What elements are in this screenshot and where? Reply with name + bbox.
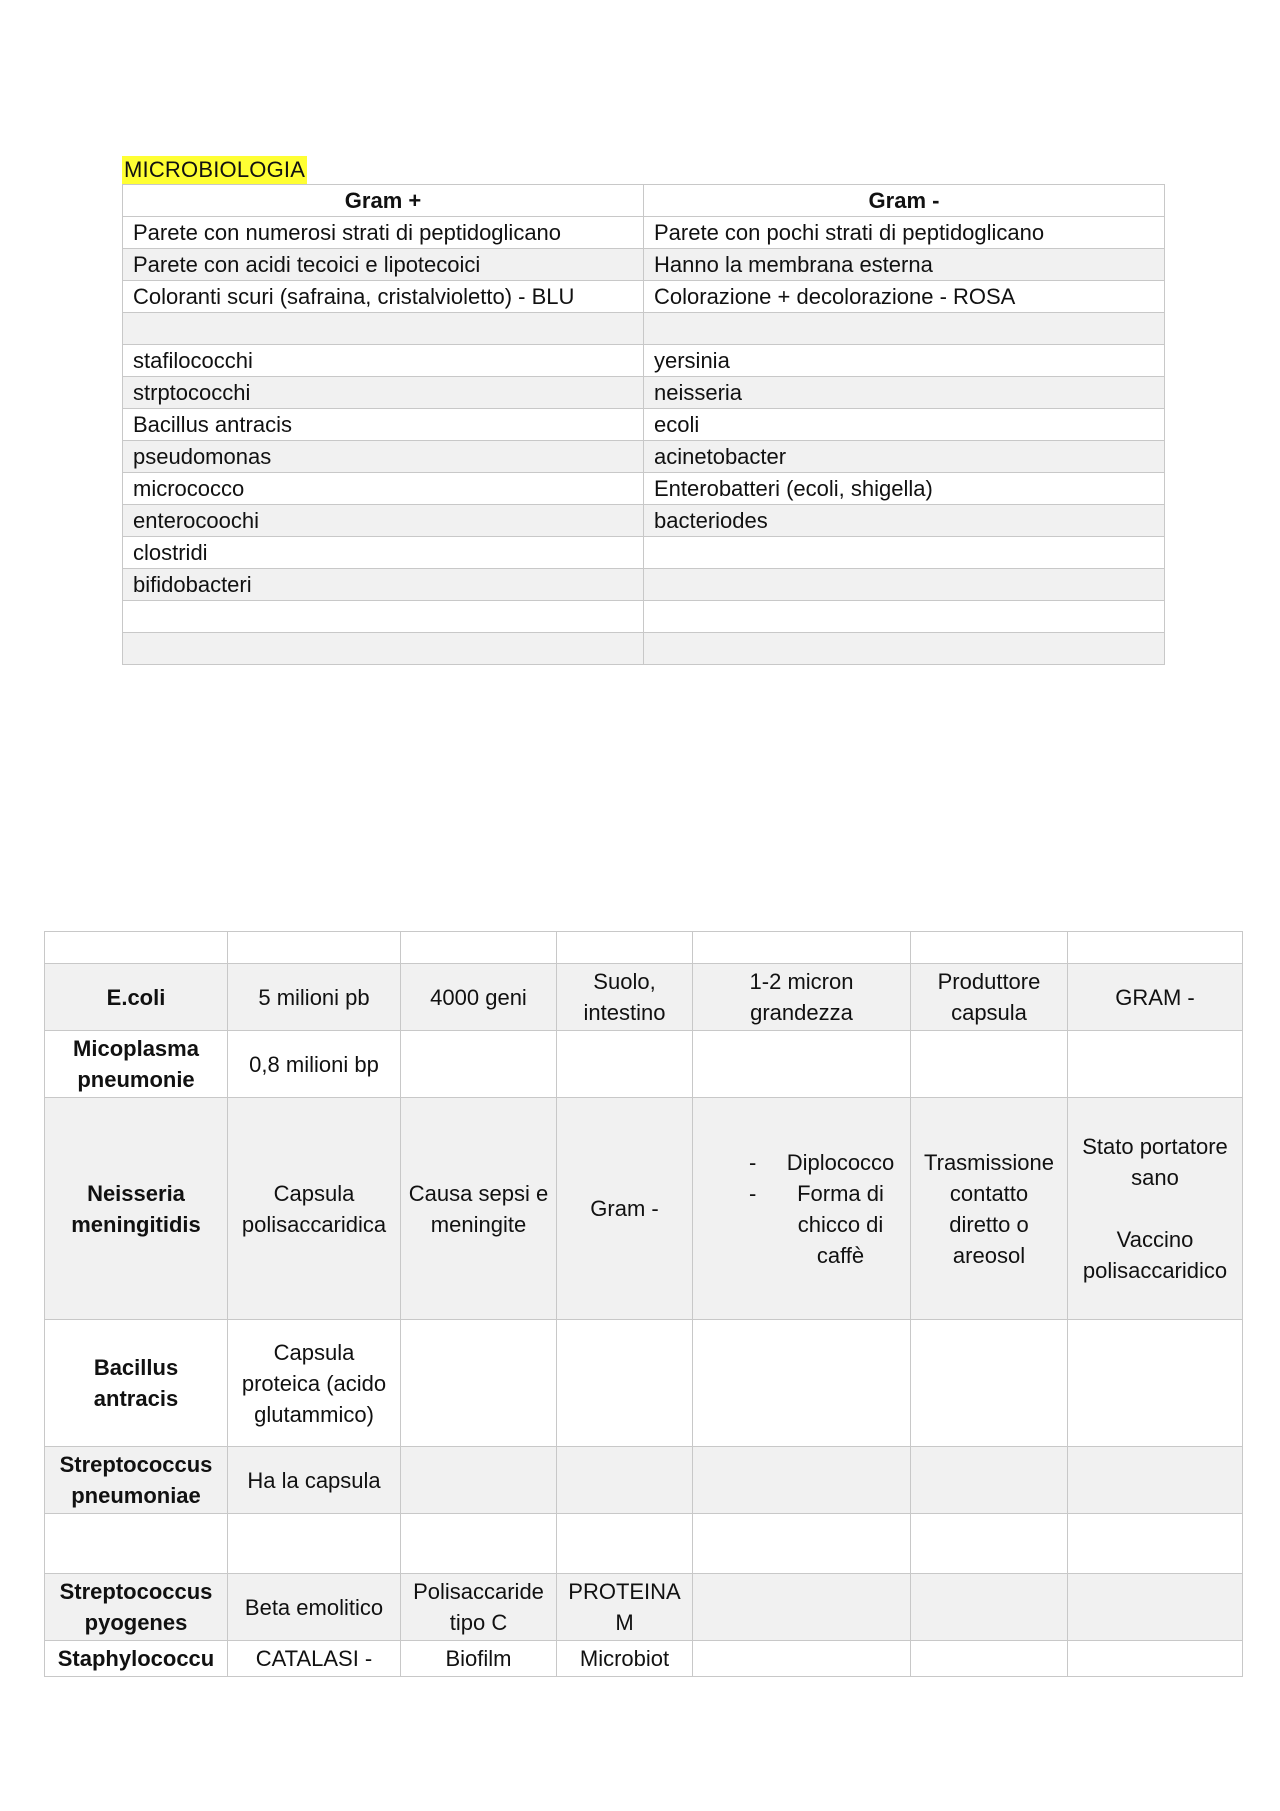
gene-count: 4000 geni xyxy=(401,964,557,1031)
table-cell xyxy=(45,1514,228,1574)
gram-positive-cell xyxy=(123,601,644,633)
bacterium-name: E.coli xyxy=(45,964,228,1031)
bacterium-name: Staphylococcu xyxy=(45,1641,228,1677)
gram-negative-cell xyxy=(644,601,1165,633)
table-row xyxy=(123,441,1165,473)
list-item-text: Diplococco xyxy=(786,1149,895,1175)
bacteria-table xyxy=(44,931,1243,1677)
table-row xyxy=(123,281,1165,313)
gram-negative-cell: Parete con pochi strati di peptidoglicano xyxy=(644,217,1165,249)
gram-negative-cell: bacteriodes xyxy=(644,505,1165,537)
table-cell xyxy=(693,1031,911,1098)
table-row xyxy=(123,249,1165,281)
table-cell xyxy=(557,1031,693,1098)
bacterium-name: Bacillus antracis xyxy=(45,1320,228,1447)
vaccine-text: Vaccino polisaccaridico xyxy=(1082,1227,1228,1283)
table-row xyxy=(123,601,1165,633)
genome-size: 5 milioni pb xyxy=(228,964,401,1031)
gram-positive-cell: Coloranti scuri (safraina, cristalvioletto) - BLU xyxy=(123,281,644,313)
table-row xyxy=(123,505,1165,537)
table-cell xyxy=(557,932,693,964)
size: 1-2 micron grandezza xyxy=(693,964,911,1031)
table-cell xyxy=(1068,1514,1243,1574)
table-cell xyxy=(557,1447,693,1514)
table-cell xyxy=(911,1641,1068,1677)
table-cell xyxy=(911,932,1068,964)
table-row xyxy=(123,217,1165,249)
gram-stain: Gram - xyxy=(557,1098,693,1320)
habitat: Suolo, intestino xyxy=(557,964,693,1031)
protein: PROTEINA M xyxy=(557,1574,693,1641)
capsule: Ha la capsula xyxy=(228,1447,401,1514)
capsule: Capsula polisaccaridica xyxy=(228,1098,401,1320)
list-item xyxy=(699,1178,904,1271)
gram-positive-cell: strptococchi xyxy=(123,377,644,409)
table-cell xyxy=(911,1447,1068,1514)
table-cell xyxy=(1068,1574,1243,1641)
table-row xyxy=(123,473,1165,505)
table-cell xyxy=(557,1514,693,1574)
gram-negative-cell: yersinia xyxy=(644,345,1165,377)
table-header-row xyxy=(123,185,1165,217)
table-cell xyxy=(911,1031,1068,1098)
gram-comparison-table xyxy=(122,184,1165,665)
table-row xyxy=(123,537,1165,569)
page-title: MICROBIOLOGIA xyxy=(124,157,306,182)
hemolysis: Beta emolitico xyxy=(228,1574,401,1641)
column-header-gram-negative: Gram - xyxy=(644,185,1165,217)
table-cell xyxy=(228,932,401,964)
gram-positive-cell: pseudomonas xyxy=(123,441,644,473)
gram-negative-cell: neisseria xyxy=(644,377,1165,409)
table-cell xyxy=(557,1320,693,1447)
table-cell xyxy=(693,1447,911,1514)
table-cell xyxy=(401,1320,557,1447)
table-row xyxy=(45,932,1243,964)
table-cell xyxy=(693,932,911,964)
polysaccharide: Polisaccaride tipo C xyxy=(401,1574,557,1641)
table-cell xyxy=(1068,1320,1243,1447)
gram-negative-cell xyxy=(644,633,1165,665)
table-cell xyxy=(693,1514,911,1574)
list-item xyxy=(699,1147,904,1178)
table-cell xyxy=(1068,1641,1243,1677)
table-cell xyxy=(693,1574,911,1641)
table-cell xyxy=(228,1514,401,1574)
table-row xyxy=(123,409,1165,441)
gram-negative-cell: Hanno la membrana esterna xyxy=(644,249,1165,281)
bacterium-name: Micoplasma pneumonie xyxy=(45,1031,228,1098)
table-row-bacillus xyxy=(45,1320,1243,1447)
table-row xyxy=(123,345,1165,377)
table-cell xyxy=(401,1514,557,1574)
genome-size: 0,8 milioni bp xyxy=(228,1031,401,1098)
gram-positive-cell: clostridi xyxy=(123,537,644,569)
table-row xyxy=(45,1514,1243,1574)
gram-positive-cell: micrococco xyxy=(123,473,644,505)
disease: Causa sepsi e meningite xyxy=(401,1098,557,1320)
table-row-staph xyxy=(45,1641,1243,1677)
table-row-ecoli xyxy=(45,964,1243,1031)
table-cell xyxy=(1068,1447,1243,1514)
table-cell xyxy=(45,932,228,964)
gram-positive-cell: bifidobacteri xyxy=(123,569,644,601)
table-row xyxy=(123,569,1165,601)
list-item-text: Forma di chicco di caffè xyxy=(797,1180,884,1268)
biofilm: Biofilm xyxy=(401,1641,557,1677)
gram-negative-cell: Enterobatteri (ecoli, shigella) xyxy=(644,473,1165,505)
table-cell xyxy=(401,1447,557,1514)
table-row-micoplasma xyxy=(45,1031,1243,1098)
table-cell xyxy=(911,1514,1068,1574)
list-bullet: - xyxy=(749,1149,757,1175)
bacterium-name: Streptococcus pneumoniae xyxy=(45,1447,228,1514)
table-row xyxy=(123,313,1165,345)
gram-positive-cell: Bacillus antracis xyxy=(123,409,644,441)
gram-negative-cell: Colorazione + decolorazione - ROSA xyxy=(644,281,1165,313)
shape-list xyxy=(693,1098,911,1320)
table-row xyxy=(123,377,1165,409)
carrier-vaccine xyxy=(1068,1098,1243,1320)
table-cell xyxy=(401,932,557,964)
table-cell xyxy=(1068,932,1243,964)
gram-positive-cell xyxy=(123,313,644,345)
table-cell xyxy=(401,1031,557,1098)
gram-positive-cell: enterocoochi xyxy=(123,505,644,537)
transmission: Trasmissione contatto diretto o areosol xyxy=(911,1098,1068,1320)
spacer xyxy=(1074,1193,1236,1224)
bacterium-name: Streptococcus pyogenes xyxy=(45,1574,228,1641)
table-row-strep-pyogenes xyxy=(45,1574,1243,1641)
bacterium-name: Neisseria meningitidis xyxy=(45,1098,228,1320)
table-row xyxy=(123,633,1165,665)
gram-positive-cell: Parete con acidi tecoici e lipotecoici xyxy=(123,249,644,281)
table-cell xyxy=(693,1641,911,1677)
capsule: Produttore capsula xyxy=(911,964,1068,1031)
table-row-strep-pneumoniae xyxy=(45,1447,1243,1514)
gram-positive-cell: Parete con numerosi strati di peptidoglicano xyxy=(123,217,644,249)
gram-negative-cell: ecoli xyxy=(644,409,1165,441)
gram-positive-cell xyxy=(123,633,644,665)
table-cell xyxy=(911,1320,1068,1447)
table-row-neisseria xyxy=(45,1098,1243,1320)
gram-negative-cell xyxy=(644,313,1165,345)
capsule: Capsula proteica (acido glutammico) xyxy=(228,1320,401,1447)
catalase: CATALASI - xyxy=(228,1641,401,1677)
microbiota: Microbiot xyxy=(557,1641,693,1677)
table-cell xyxy=(911,1574,1068,1641)
list-bullet: - xyxy=(749,1180,757,1206)
gram-negative-cell: acinetobacter xyxy=(644,441,1165,473)
table-cell xyxy=(693,1320,911,1447)
column-header-gram-positive: Gram + xyxy=(123,185,644,217)
gram-stain: GRAM - xyxy=(1068,964,1243,1031)
gram-positive-cell: stafilococchi xyxy=(123,345,644,377)
carrier-text: Stato portatore sano xyxy=(1082,1134,1228,1190)
gram-negative-cell xyxy=(644,537,1165,569)
table-cell xyxy=(1068,1031,1243,1098)
gram-negative-cell xyxy=(644,569,1165,601)
